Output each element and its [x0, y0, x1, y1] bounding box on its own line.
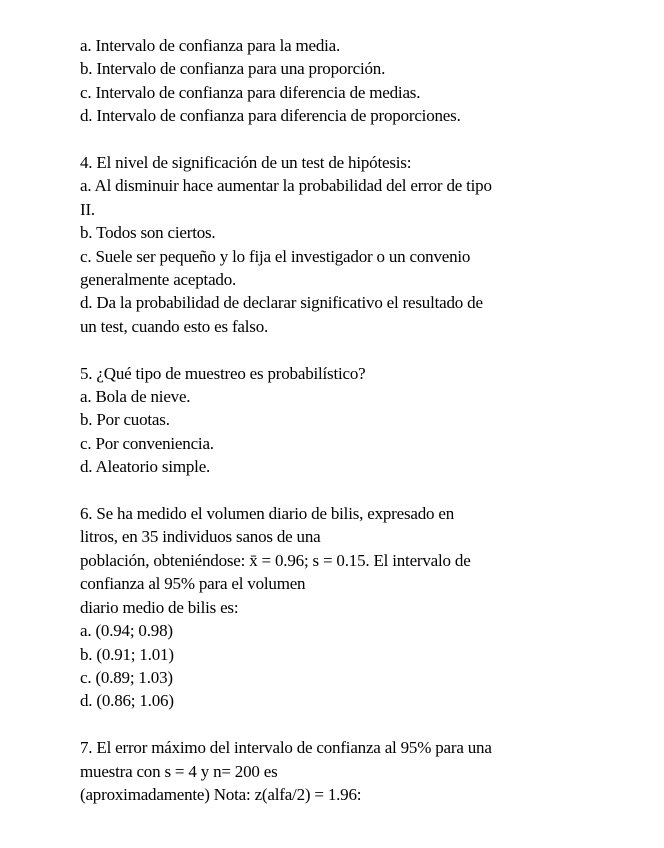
question-text: 4. El nivel de significación de un test de hipótesis: — [80, 153, 412, 173]
spacer — [80, 128, 600, 151]
option-d: d. Aleatorio simple. — [80, 457, 211, 477]
question-7 — [80, 736, 600, 806]
option-c: c. Suele ser pequeño y lo fija el investigador o un convenio — [80, 246, 471, 266]
question-text-cont: confianza al 95% para el volumen — [80, 574, 306, 594]
question-text-cont: diario medio de bilis es: — [80, 597, 239, 617]
option-b: b. Intervalo de confianza para una proporción. — [80, 59, 386, 79]
option-a: a. Al disminuir hace aumentar la probabilidad del error de tipo — [80, 176, 492, 196]
spacer — [80, 713, 600, 736]
option-d-cont: un test, cuando esto es falso. — [80, 316, 269, 336]
question-text: 6. Se ha medido el volumen diario de bilis, expresado en — [80, 504, 455, 524]
option-a: a. (0.94; 0.98) — [80, 621, 173, 641]
question-6 — [80, 502, 600, 713]
question-text: 7. El error máximo del intervalo de confianza al 95% para una — [80, 738, 492, 758]
option-c-cont: generalmente aceptado. — [80, 270, 237, 290]
option-c: c. Intervalo de confianza para diferencia de medias. — [80, 82, 421, 102]
spacer — [80, 338, 600, 361]
question-text-cont: muestra con s = 4 y n= 200 es — [80, 761, 278, 781]
option-b: b. Todos son ciertos. — [80, 223, 216, 243]
option-d: d. Da la probabilidad de declarar significativo el resultado de — [80, 293, 483, 313]
document-page — [80, 34, 600, 806]
question-4 — [80, 151, 600, 338]
question-3-options — [80, 34, 600, 128]
spacer — [80, 479, 600, 502]
option-b: b. Por cuotas. — [80, 410, 170, 430]
option-a: a. Bola de nieve. — [80, 387, 191, 407]
question-text-cont: población, obteniéndose: x̄ = 0.96; s = 0.15. El intervalo de — [80, 550, 471, 570]
option-b: b. (0.91; 1.01) — [80, 644, 174, 664]
option-c: c. (0.89; 1.03) — [80, 667, 173, 687]
question-text: 5. ¿Qué tipo de muestreo es probabilístico? — [80, 363, 366, 383]
option-d: d. Intervalo de confianza para diferencia de proporciones. — [80, 106, 461, 126]
option-c: c. Por conveniencia. — [80, 433, 214, 453]
question-text-cont: (aproximadamente) Nota: z(alfa/2) = 1.96: — [80, 784, 362, 804]
option-d: d. (0.86; 1.06) — [80, 691, 174, 711]
question-5 — [80, 362, 600, 479]
option-a-cont: II. — [80, 199, 95, 219]
question-text-cont: litros, en 35 individuos sanos de una — [80, 527, 321, 547]
option-a: a. Intervalo de confianza para la media. — [80, 36, 341, 55]
